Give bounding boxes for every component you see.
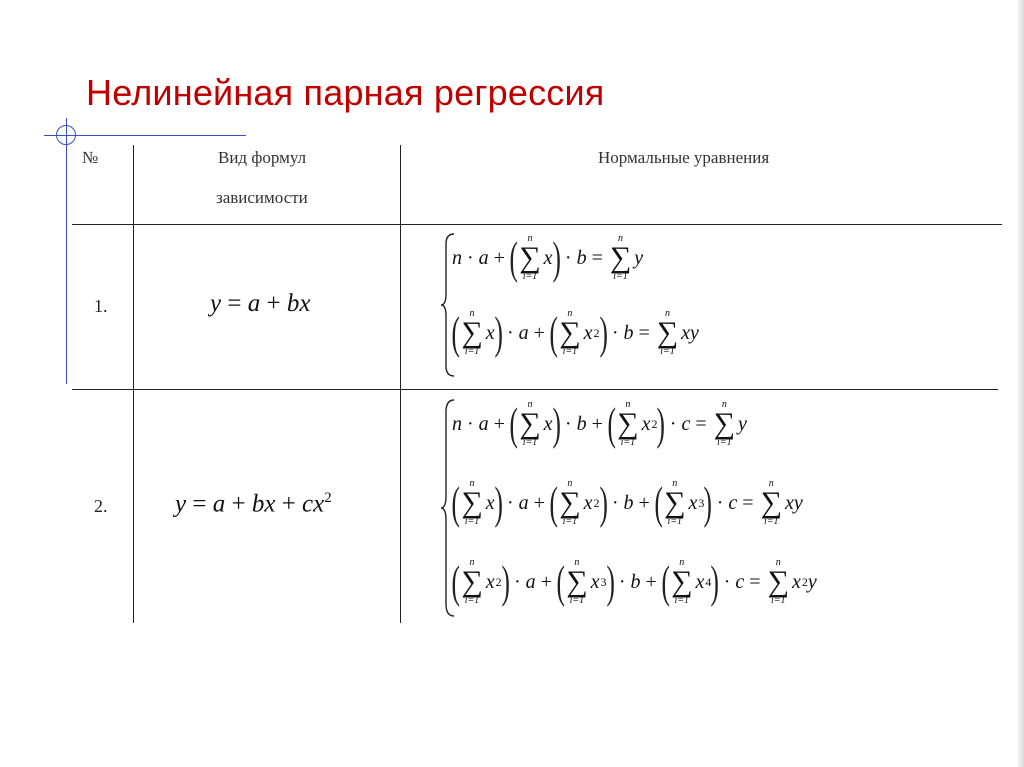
operator: =: [695, 412, 707, 435]
sum-limit: n: [527, 233, 533, 244]
power: 2: [495, 574, 502, 589]
f2-exp: 2: [324, 490, 332, 506]
sum-variable: x: [583, 491, 593, 514]
summation-term: [557, 558, 614, 606]
power: 2: [801, 574, 808, 589]
left-paren: (: [654, 477, 663, 528]
summation-term: [452, 479, 502, 527]
f2-cx: cx: [302, 490, 325, 518]
summation-term: [550, 479, 607, 527]
row-number-2: 2.: [94, 496, 108, 516]
left-paren: (: [549, 307, 558, 358]
sum-variable: x: [485, 321, 495, 344]
sum-sign-icon: [566, 558, 587, 606]
normal-equation: [452, 473, 803, 533]
sum-sign-icon: [657, 309, 678, 357]
left-paren: (: [451, 307, 460, 358]
sigma: ∑: [559, 316, 581, 349]
sum-limit: i=1: [763, 516, 779, 527]
power: 4: [705, 574, 712, 589]
operator: ·: [506, 321, 514, 344]
variable: c: [735, 570, 745, 593]
left-paren: (: [509, 398, 518, 449]
sigma: ∑: [519, 407, 541, 440]
sigma: ∑: [656, 316, 679, 349]
sum-limit: n: [664, 308, 670, 319]
table-rule-header: [72, 224, 1002, 225]
header-number: №: [82, 148, 99, 167]
operator: ·: [618, 570, 626, 593]
sum-limit: n: [625, 399, 631, 410]
sum-limit: i=1: [562, 346, 578, 357]
f1-bx: bx: [286, 290, 311, 317]
right-paren: ): [552, 232, 561, 283]
right-paren: ): [494, 477, 503, 528]
variable: n: [452, 246, 462, 269]
operator: =: [591, 246, 603, 269]
operator: ·: [513, 570, 521, 593]
operator: ·: [467, 246, 474, 269]
sum-limit: n: [679, 557, 685, 568]
summation-term: [510, 234, 560, 282]
variable: b: [576, 246, 587, 269]
header-formula-line1: Вид формул: [218, 148, 307, 167]
operator: =: [638, 321, 650, 344]
operator: =: [742, 491, 754, 514]
sum-limit: n: [672, 478, 678, 489]
table-rule-row1: [72, 389, 998, 390]
sum-sign-icon: [519, 400, 540, 448]
summation-term: [510, 400, 560, 448]
right-paren: ): [501, 556, 510, 607]
sum-limit: n: [721, 399, 727, 410]
slide-title: Нелинейная парная регрессия: [86, 72, 605, 113]
sum-sign-icon: [519, 234, 540, 282]
power: 2: [593, 495, 600, 510]
operator: +: [645, 570, 657, 593]
operator: +: [638, 491, 650, 514]
left-paren: (: [556, 556, 565, 607]
operator: +: [591, 412, 603, 435]
right-paren: ): [703, 477, 713, 528]
sum-limit: i=1: [562, 516, 578, 527]
left-paren: (: [451, 477, 460, 528]
operator: ·: [506, 491, 514, 514]
f2-a: a: [212, 490, 226, 518]
f2-plus1: +: [231, 490, 246, 518]
f2-bx: bx: [251, 490, 276, 518]
sum-variable: xy: [681, 321, 699, 344]
variable: a: [518, 491, 529, 514]
table-col-divider-1: [133, 145, 134, 623]
sum-sign-icon: [671, 558, 692, 606]
row2-formula: [175, 490, 332, 518]
right-paren: ): [656, 398, 666, 449]
operator: +: [533, 321, 545, 344]
sum-limit: n: [768, 478, 774, 489]
operator: +: [493, 412, 505, 435]
summation-term: [452, 558, 509, 606]
sum-limit: i=1: [717, 437, 732, 448]
operator: ·: [467, 412, 474, 435]
sigma: ∑: [559, 486, 581, 519]
summation-term: [655, 309, 699, 357]
sum-variable: x: [590, 570, 600, 593]
variable: a: [518, 321, 529, 344]
sum-limit: i=1: [660, 346, 675, 357]
sum-limit: n: [469, 308, 475, 319]
sigma: ∑: [461, 316, 483, 349]
sum-limit: n: [469, 478, 475, 489]
sum-variable: x: [688, 491, 698, 514]
normal-equation: [452, 394, 747, 454]
summation-term: [550, 309, 607, 357]
left-paren: (: [451, 556, 460, 607]
sigma: ∑: [671, 565, 693, 598]
operator: ·: [564, 246, 572, 269]
sum-limit: n: [574, 557, 580, 568]
sum-variable: x: [485, 570, 495, 593]
sum-limit: i=1: [613, 271, 628, 282]
left-paren: (: [661, 556, 670, 607]
sum-variable: x: [485, 491, 495, 514]
sigma: ∑: [767, 565, 789, 598]
variable: a: [525, 570, 536, 593]
sum-variable: xy: [784, 491, 803, 514]
left-paren: (: [509, 232, 518, 283]
sum-sign-icon: [461, 309, 482, 357]
f2-plus2: +: [281, 490, 296, 518]
right-paren: ): [552, 398, 561, 449]
f1-plus: +: [266, 290, 281, 317]
summation-term: [662, 558, 719, 606]
sum-sign-icon: [559, 479, 580, 527]
sigma: ∑: [461, 565, 483, 598]
normal-equation: [452, 552, 817, 612]
header-equations: Нормальные уравнения: [598, 148, 770, 167]
variable: b: [630, 570, 641, 593]
variable: c: [728, 491, 738, 514]
sum-limit: i=1: [464, 516, 480, 527]
summation-term: [452, 309, 502, 357]
right-paren: ): [710, 556, 720, 607]
sum-limit: n: [527, 399, 533, 410]
sum-limit: i=1: [620, 437, 636, 448]
sum-sign-icon: [610, 234, 631, 282]
sum-limit: n: [618, 233, 624, 244]
variable: n: [452, 412, 462, 435]
sigma: ∑: [760, 486, 782, 519]
sum-sign-icon: [664, 479, 685, 527]
right-paren: ): [494, 307, 503, 358]
operator: ·: [723, 570, 731, 593]
f1-eq: =: [227, 290, 242, 317]
sum-limit: n: [567, 478, 573, 489]
sum-limit: i=1: [674, 595, 690, 606]
sum-variable: x: [543, 246, 553, 269]
sigma: ∑: [519, 241, 541, 274]
sum-variable: y: [738, 412, 747, 435]
left-paren: (: [549, 477, 558, 528]
power: 3: [600, 574, 607, 589]
sum-limit: n: [469, 557, 475, 568]
slide-edge: [1018, 0, 1024, 767]
sum-limit: i=1: [464, 346, 480, 357]
sum-limit: i=1: [522, 437, 538, 448]
sum-variable: x: [791, 570, 801, 593]
sigma: ∑: [609, 241, 632, 274]
sigma: ∑: [617, 407, 639, 440]
sum-sign-icon: [617, 400, 638, 448]
sum-variable: x: [641, 412, 651, 435]
f2-eq: =: [192, 490, 207, 518]
right-paren: ): [598, 307, 608, 358]
right-paren: ): [598, 477, 608, 528]
f1-a: a: [247, 290, 261, 317]
sigma: ∑: [664, 486, 686, 519]
normal-equation: [452, 228, 643, 288]
variable: b: [623, 491, 634, 514]
variable: a: [478, 412, 489, 435]
sum-variable-suffix: y: [807, 570, 817, 593]
header-formula-line2: зависимости: [216, 188, 308, 207]
sum-sign-icon: [714, 400, 735, 448]
summation-term: [712, 400, 747, 448]
operator: ·: [611, 491, 619, 514]
sum-variable: x: [695, 570, 705, 593]
f2-y: y: [175, 490, 187, 518]
variable: b: [623, 321, 634, 344]
guide-line-vertical: [66, 118, 67, 384]
sum-variable: x: [543, 412, 553, 435]
operator: ·: [716, 491, 724, 514]
sum-limit: i=1: [464, 595, 480, 606]
sigma: ∑: [713, 407, 736, 440]
variable: b: [576, 412, 587, 435]
sum-variable: x: [583, 321, 593, 344]
operator: ·: [564, 412, 572, 435]
operator: ·: [669, 412, 677, 435]
sum-sign-icon: [768, 558, 789, 606]
row1-formula: [210, 290, 310, 318]
summation-term: [759, 479, 803, 527]
sum-limit: n: [567, 308, 573, 319]
row-number-1: 1.: [94, 296, 108, 316]
variable: c: [681, 412, 691, 435]
sum-limit: i=1: [770, 595, 786, 606]
operator: +: [493, 246, 505, 269]
f1-y: y: [210, 290, 222, 317]
variable: a: [478, 246, 489, 269]
sigma: ∑: [566, 565, 588, 598]
sum-variable: y: [634, 246, 644, 269]
summation-term: [608, 400, 665, 448]
sigma: ∑: [461, 486, 483, 519]
operator: +: [540, 570, 552, 593]
left-paren: (: [607, 398, 616, 449]
operator: =: [749, 570, 761, 593]
sum-limit: n: [775, 557, 781, 568]
sum-limit: i=1: [569, 595, 585, 606]
power: 3: [698, 495, 705, 510]
sum-limit: i=1: [667, 516, 683, 527]
sum-sign-icon: [461, 558, 482, 606]
table-col-divider-2: [400, 145, 401, 623]
summation-term: [608, 234, 643, 282]
operator: +: [533, 491, 545, 514]
right-paren: ): [605, 556, 615, 607]
sum-sign-icon: [559, 309, 580, 357]
operator: ·: [611, 321, 619, 344]
sum-sign-icon: [461, 479, 482, 527]
summation-term: [655, 479, 712, 527]
summation-term: [766, 558, 817, 606]
normal-equation: [452, 303, 699, 363]
sum-sign-icon: [761, 479, 782, 527]
guide-crosshair-icon: [56, 125, 76, 145]
sum-limit: i=1: [522, 271, 538, 282]
power: 2: [651, 416, 658, 431]
power: 2: [593, 325, 600, 340]
